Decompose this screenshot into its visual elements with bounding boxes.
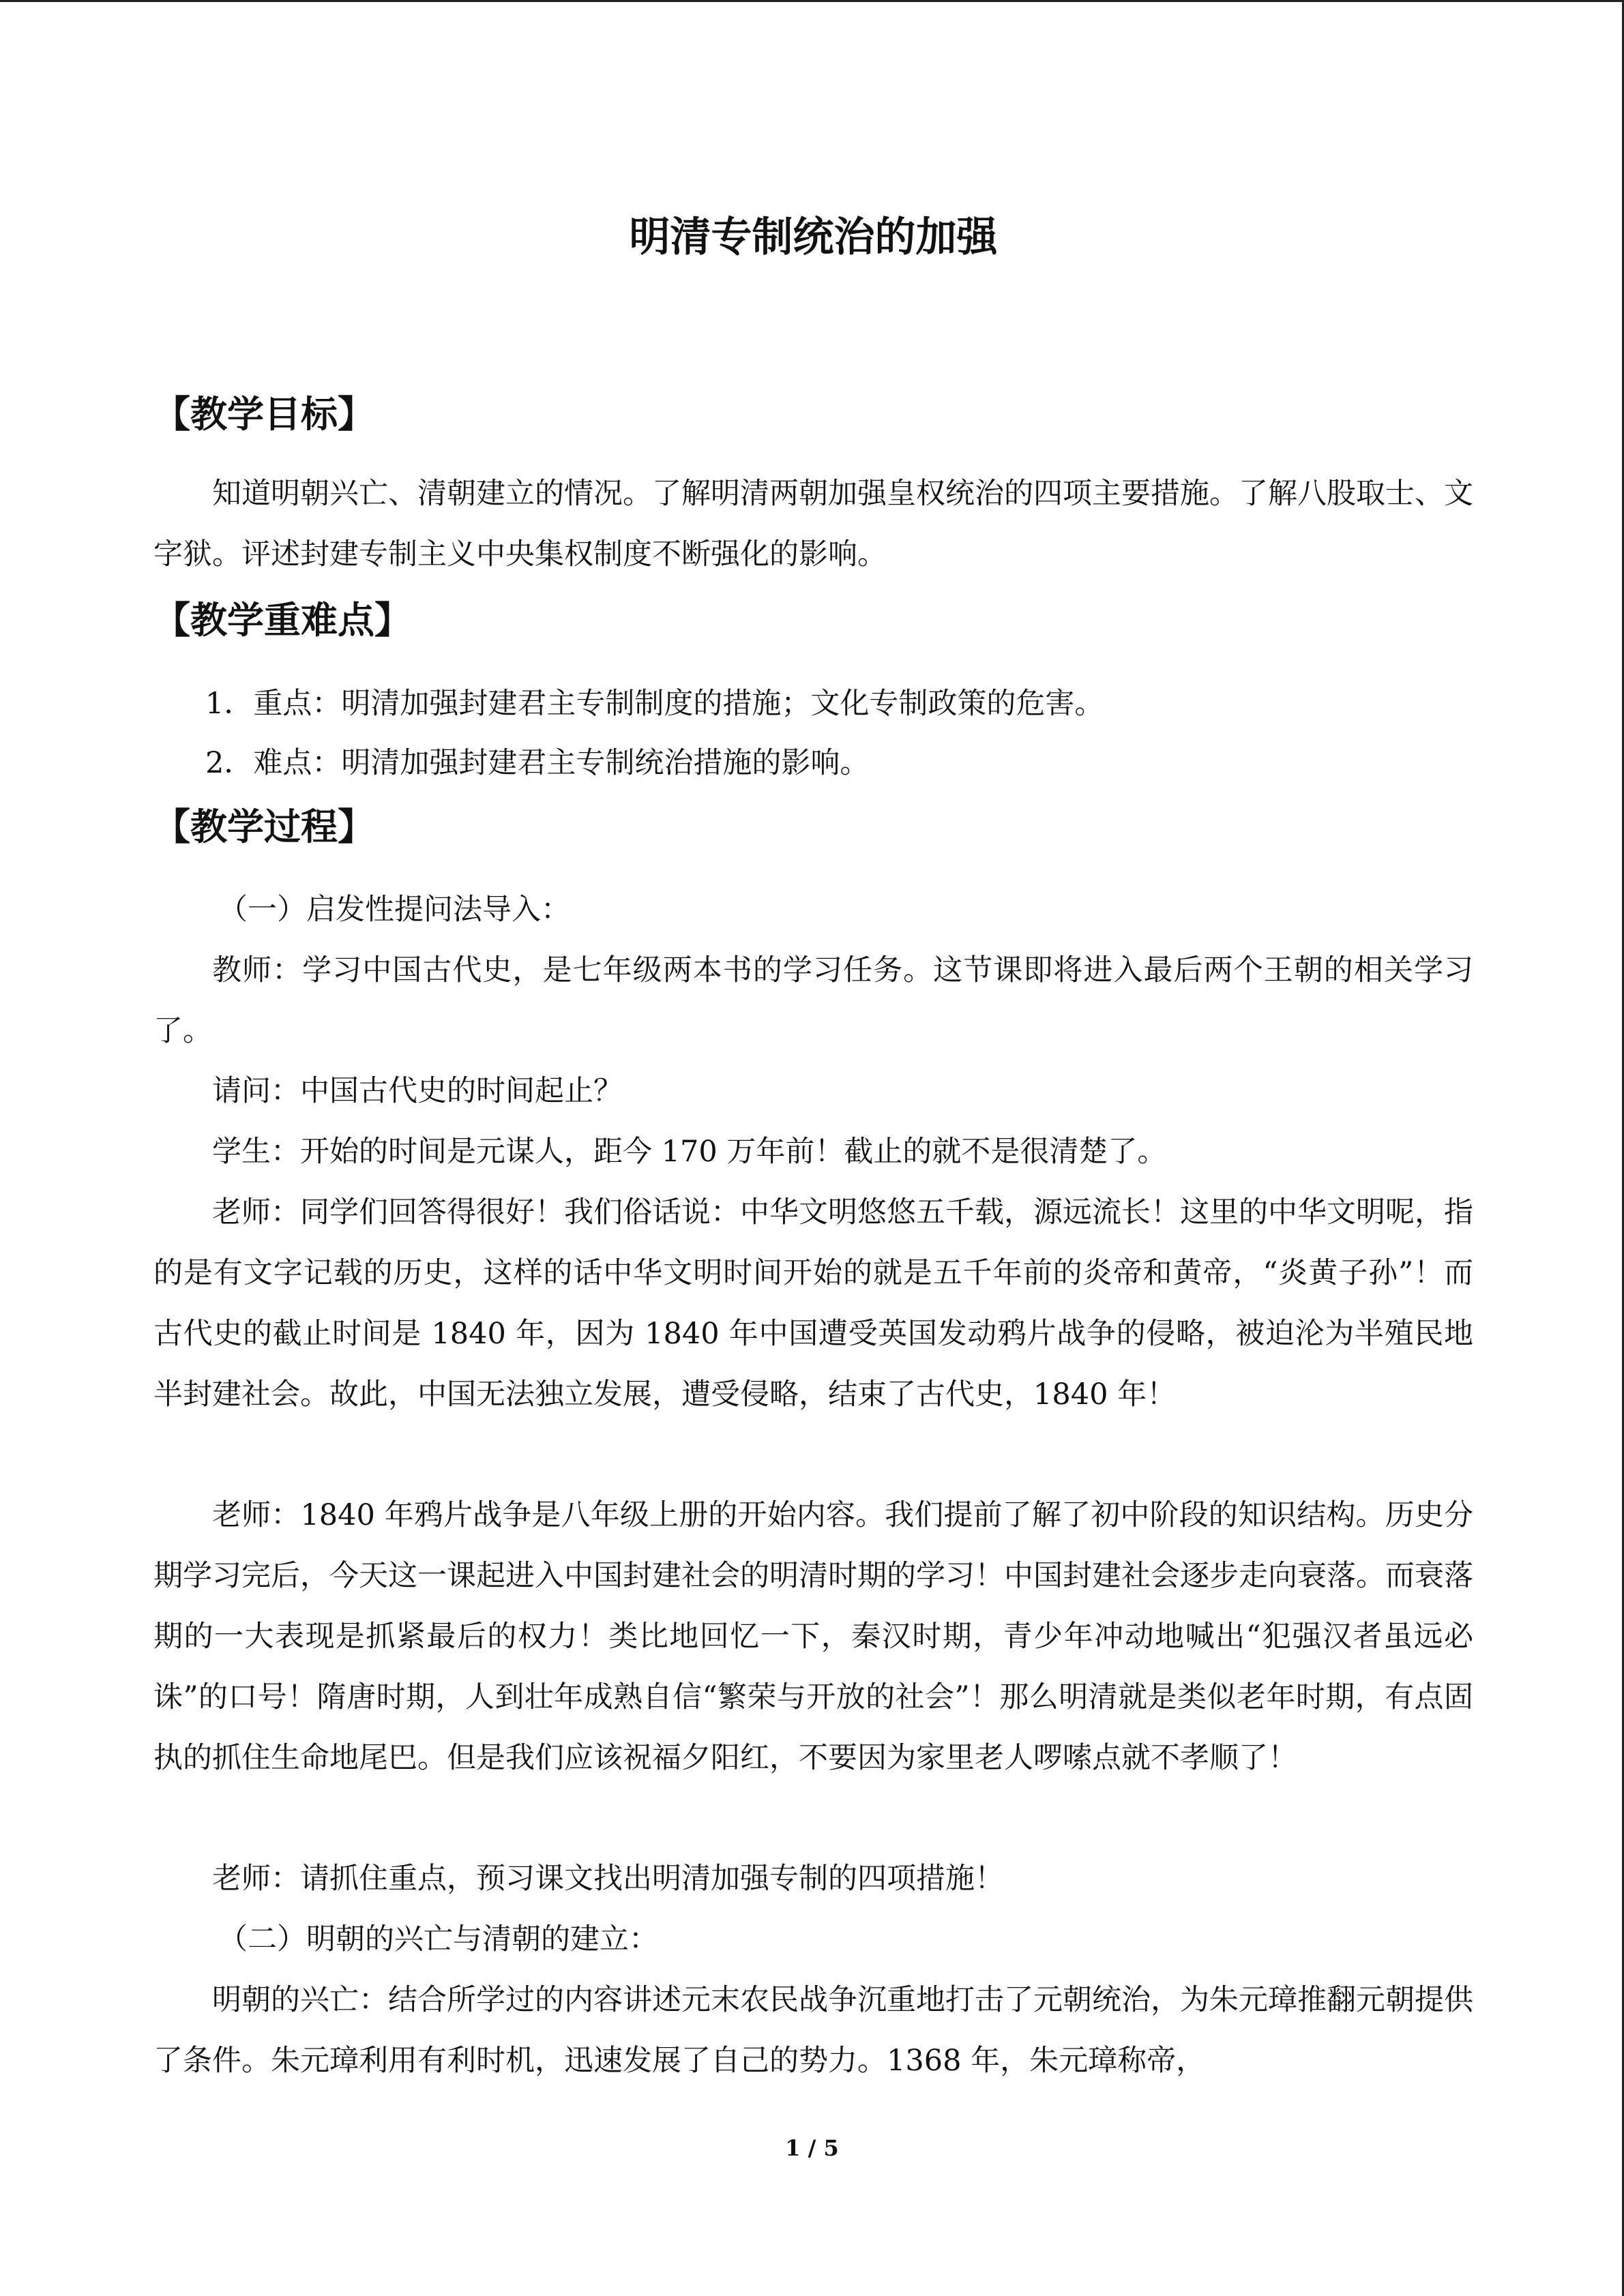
heading-key-points: 【教学重难点】: [153, 599, 411, 642]
process-paragraph: 学生：开始的时间是元谋人，距今 170 万年前！截止的就不是很清楚了。: [212, 1135, 1167, 1169]
process-paragraph: 明朝的兴亡：结合所学过的内容讲述元末农民战争沉重地打击了元朝统治，为朱元璋推翻元朝提供了条件。朱元璋利用有利时机，迅速发展了自己的势力。1368 年，朱元璋称帝，: [153, 1983, 1473, 2078]
process-paragraph: 请问：中国古代史的时间起止？: [212, 1074, 623, 1108]
process-paragraph: （二）明朝的兴亡与清朝的建立：: [218, 1922, 658, 1956]
process-paragraph: 教师：学习中国古代史，是七年级两本书的学习任务。这节课即将进入最后两个王朝的相关学习了。: [153, 953, 1473, 1048]
process-paragraph: 老师：同学们回答得很好！我们俗话说：中华文明悠悠五千载，源远流长！这里的中华文明呢，指的是有文字记载的历史，这样的话中华文明时间开始的就是五千年前的炎帝和黄帝，“炎黄子孙”！而古代史的截止时间是 1840 年，因为 1840 年中国遭受英国发动鸦片战争的侵略，被迫沦为半殖民地半封建社会。故此，中国无法独立发展，遭受侵略，结束了古代史，1840 年！: [153, 1195, 1473, 1412]
heading-objectives: 【教学目标】: [153, 393, 374, 436]
document-title: 明清专制统治的加强: [629, 213, 998, 261]
process-paragraph: （一）启发性提问法导入：: [218, 893, 570, 927]
page-number: 1 / 5: [785, 2135, 839, 2161]
key-point-item: 1．重点：明清加强封建君主专制制度的措施；文化专制政策的危害。: [205, 687, 1104, 721]
key-point-item: 2．难点：明清加强封建君主专制统治措施的影响。: [205, 746, 870, 780]
process-paragraph: 老师：1840 年鸦片战争是八年级上册的开始内容。我们提前了解了初中阶段的知识结构。历史分期学习完后，今天这一课起进入中国封建社会的明清时期的学习！中国封建社会逐步走向衰落。而衰落期的一大表现是抓紧最后的权力！类比地回忆一下，秦汉时期，青少年冲动地喊出“犯强汉者虽远必诛”的口号！隋唐时期，人到壮年成熟自信“繁荣与开放的社会”！那么明清就是类似老年时期，有点固执的抓住生命地尾巴。但是我们应该祝福夕阳红，不要因为家里老人啰嗦点就不孝顺了！: [153, 1498, 1473, 1775]
objectives-paragraph: 知道明朝兴亡、清朝建立的情况。了解明清两朝加强皇权统治的四项主要措施。了解八股取士、文字狱。评述封建专制主义中央集权制度不断强化的影响。: [153, 477, 1473, 571]
process-paragraph: 老师：请抓住重点，预习课文找出明清加强专制的四项措施！: [212, 1862, 1004, 1896]
heading-process: 【教学过程】: [153, 805, 374, 848]
